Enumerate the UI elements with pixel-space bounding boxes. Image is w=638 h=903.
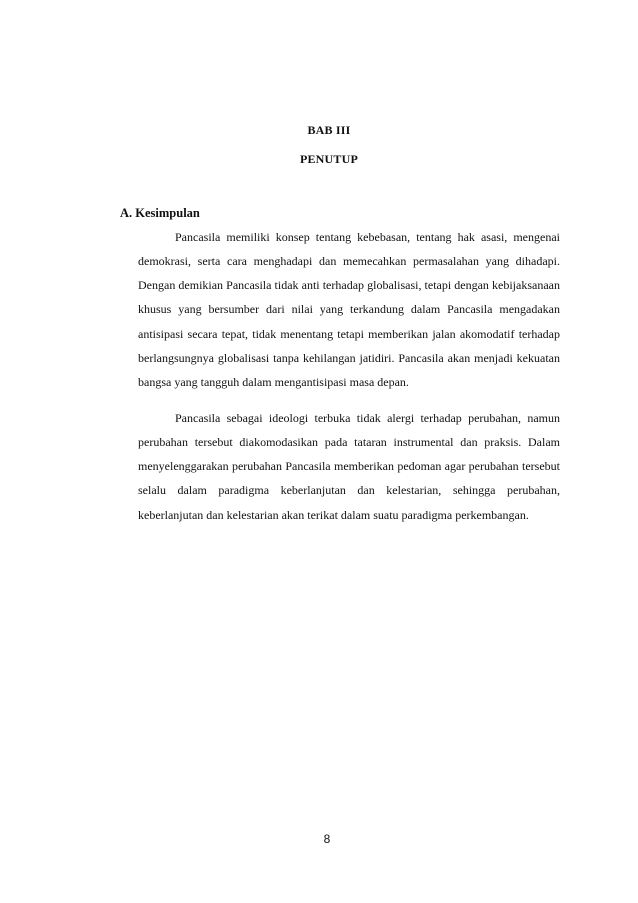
paragraph-2: Pancasila sebagai ideologi terbuka tidak alergi terhadap perubahan, namun perubahan tersebut diakomodasikan pada tataran instrumental dan praksis. Dalam menyelenggarakan perubahan Pancasila memberikan pedoman agar perubahan tersebut selalu dalam paradigma keberlanjutan dan kelestarian, sehingga perubahan, keberlanjutan dan kelestarian akan terikat dalam suatu paradigma perkembangan. xyxy=(138,411,560,522)
page-number: 8 xyxy=(323,832,331,846)
section-heading: A. Kesimpulan xyxy=(120,206,200,220)
chapter-number: BAB III xyxy=(307,123,351,137)
paragraph-1: Pancasila memiliki konsep tentang kebebasan, tentang hak asasi, mengenai demokrasi, serta cara menghadapi dan memecahkan permasalahan yang dihadapi. Dengan demikian Pancasila tidak anti terhadap globalisasi, tetapi dengan kebijaksanaan khusus yang bersumber dari nilai yang terkandung dalam Pancasila mengadakan antisipasi secara tepat, tidak menentang tetapi memberikan jalan akomodatif terhadap berlangsungnya globalisasi tanpa kehilangan jatidiri. Pancasila akan menjadi kekuatan bangsa yang tangguh dalam mengantisipasi masa depan. xyxy=(138,230,560,389)
chapter-title: PENUTUP xyxy=(299,152,359,166)
